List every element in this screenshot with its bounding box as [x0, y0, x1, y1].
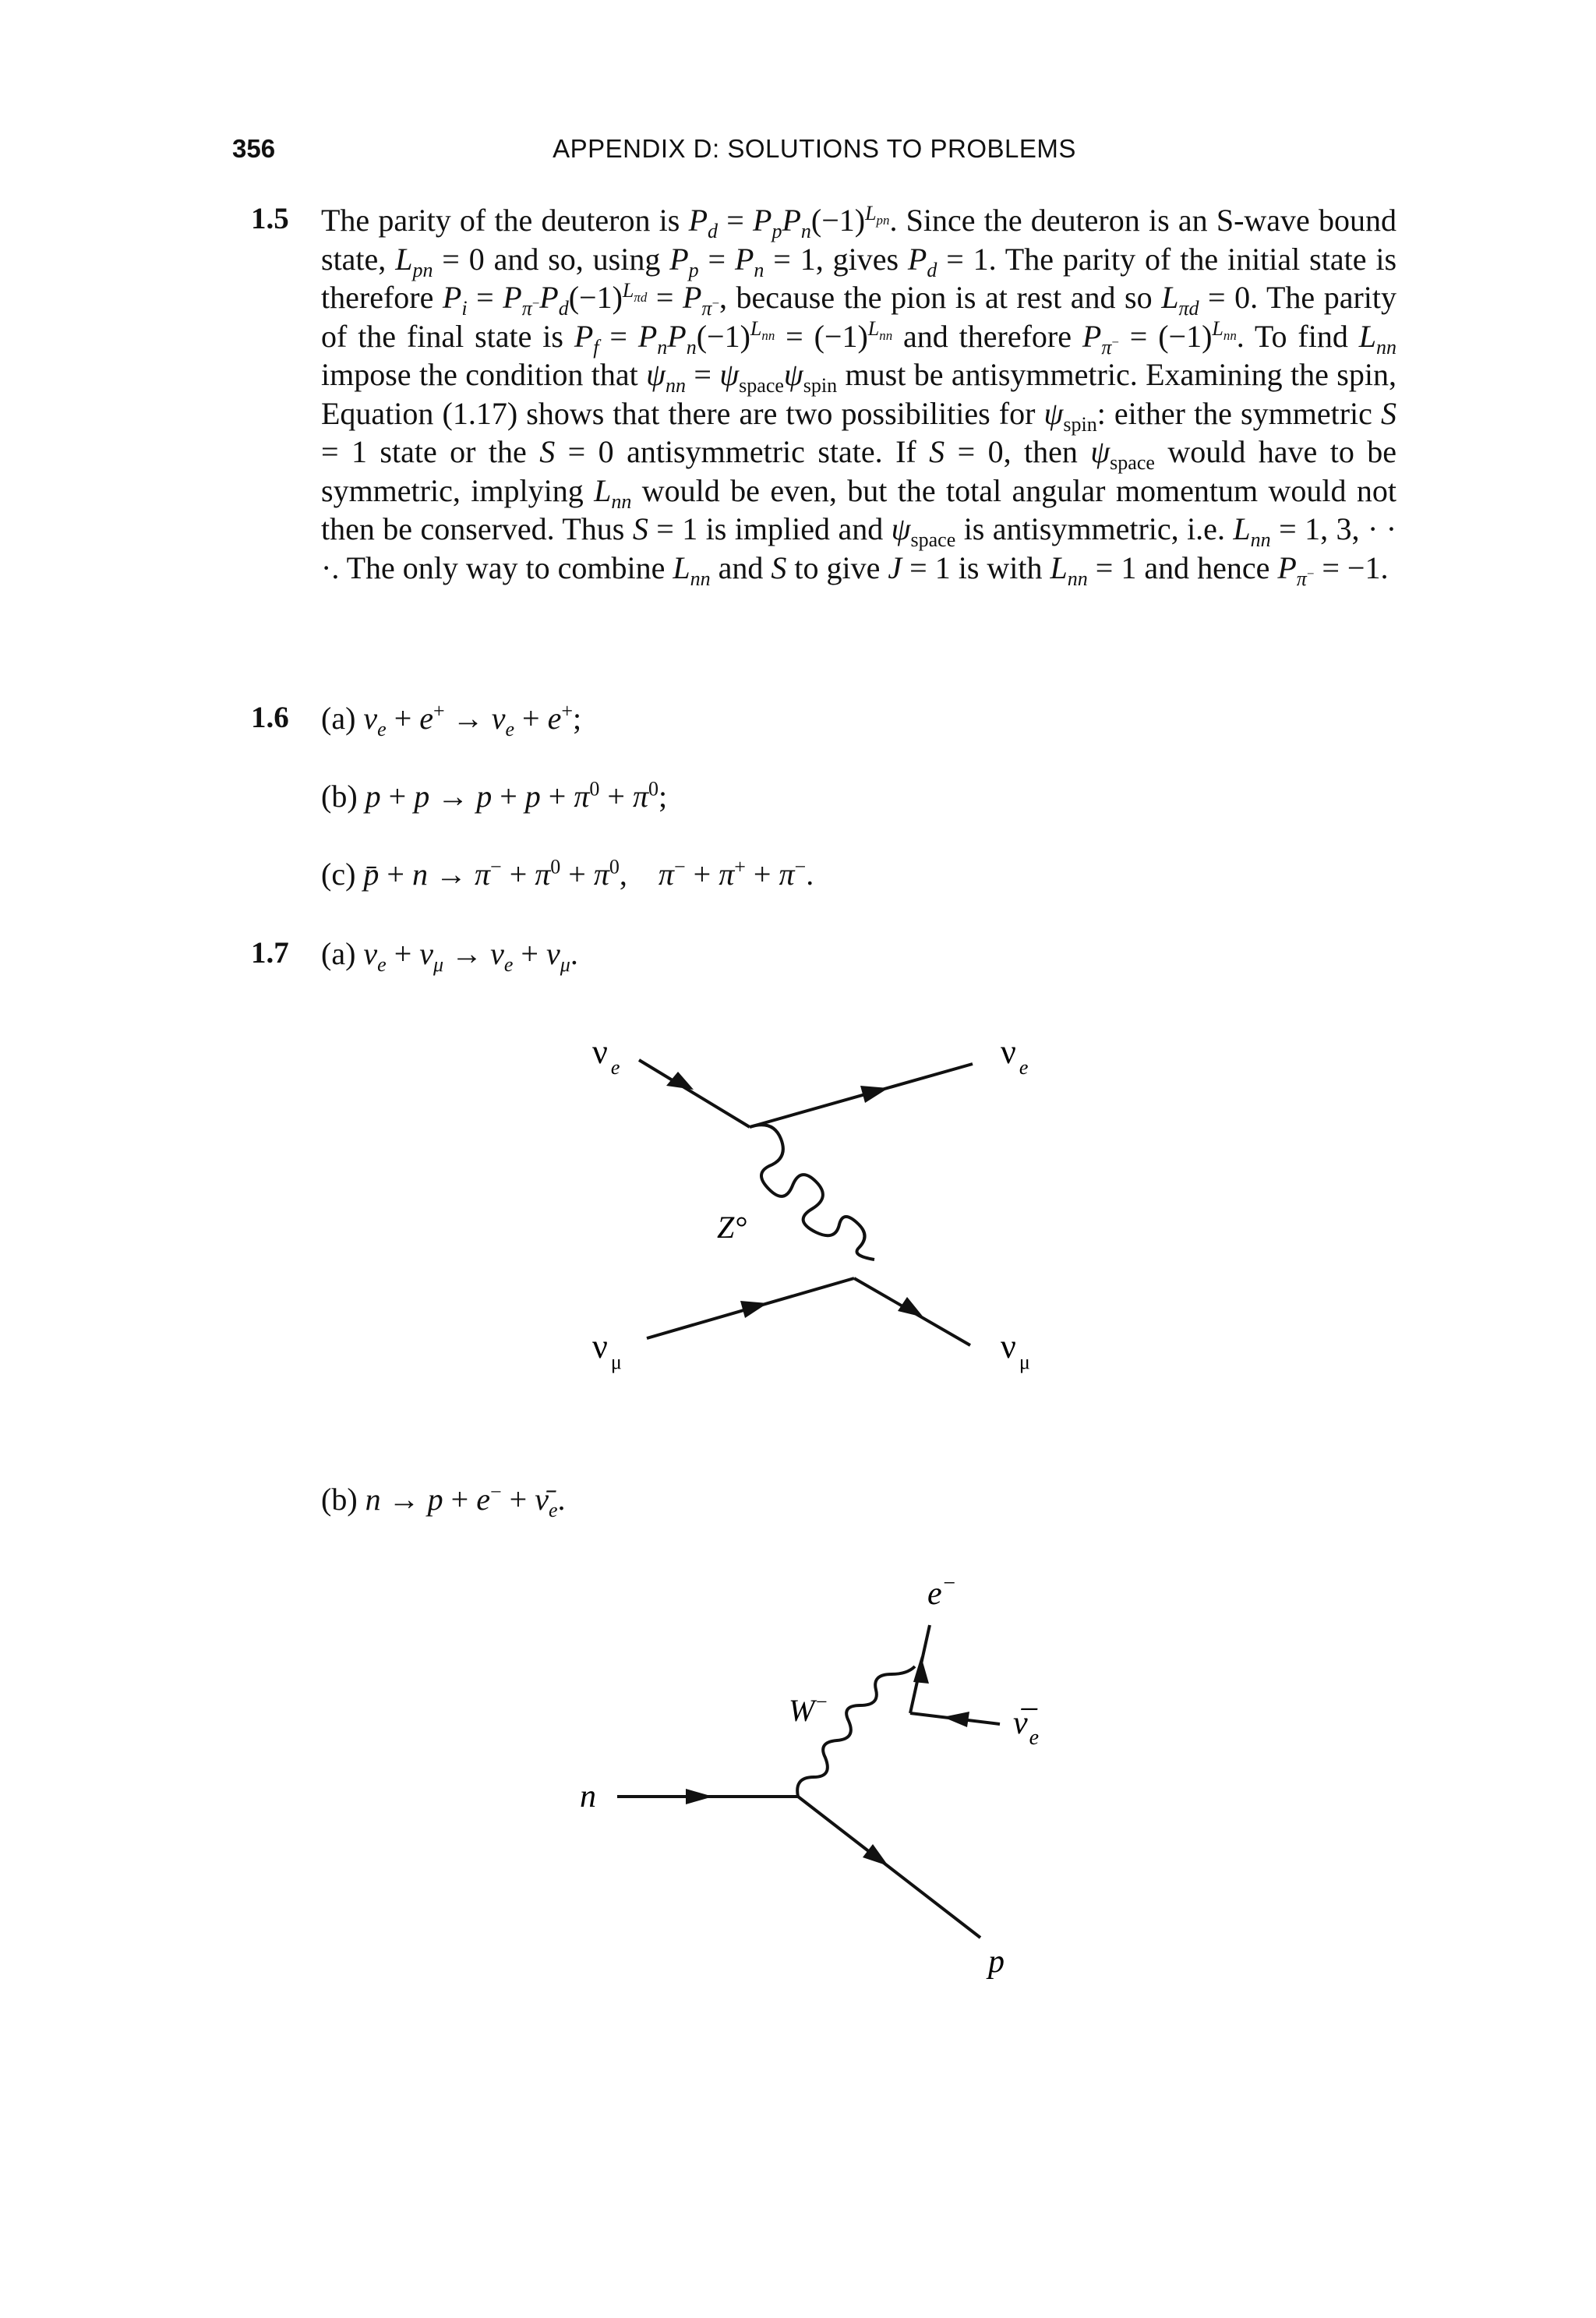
arrow-electron [913, 1656, 929, 1684]
fermion-line-proton [798, 1797, 980, 1938]
label-bottom-left: ν $_\mu$ [592, 1327, 622, 1373]
label-electron: e− [927, 1571, 957, 1612]
reaction-1-6-c: (c) p̄ + $n \to \pi^- + \pi^0 + \pi^0$, π− + π+ + π−. [321, 855, 814, 892]
reaction-1-7-b: (b) $n \to p + e^- + \nū_e$. [321, 1480, 566, 1521]
label-w-boson: W− [789, 1691, 828, 1728]
reaction-1-6-a: (a) $\nu_e + e^+ \to \nu_e + e^+$; [321, 699, 582, 740]
label-antineutrino: $\nu̅_e$ [1013, 1705, 1040, 1750]
arrow-antineutrino [943, 1712, 969, 1727]
arrow-neutron [686, 1789, 713, 1804]
label-z-boson: Z° [717, 1210, 747, 1245]
problem-number: 1.7 [251, 936, 289, 970]
problem-1-5-text: The parity of the deuteron is $P_d = P_pP_n(-1)^{L_{pn}}$. Since the deuteron is an S-wave bound state, $L_{pn} = 0$ and so, using $P_p = P_n = 1$, gives $P_d = 1$. The parity of the initial state is therefore $P_i = P_{\pi^-}P_d(-1)^{L_{\pi d}} = P_{\pi^-}$, because the pion is at rest and so $L_{\pi d} = 0$. The parity of the final state is $P_f = P_nP_n(-1)^{L_{nn}} = (-1)^{L_{nn}}$ and therefore $P_{\pi^-} = (-1)^{L_{nn}}$. To find $L_{nn}$ impose the condition that $\psi_{nn} = \psi_{space}\psi_{spin}$ must be antisymmetric. Examining the spin, Equation (1.17) shows that there are two possibilities for $\psi_{spin}$: either the symmetric S = 1 state or the S = 0 antisymmetric state. If S = 0, then $\psi_{space}$ would have to be symmetric, implying $L_{nn}$ would be even, but the total angular momentum would not then be conserved. Thus S = 1 is implied and $\psi_{space}$ is antisymmetric, i.e. $L_{nn} = 1$, 3, · · ·. The only way to combine $L_{nn}$ and S to give J = 1 is with $L_{nn} = 1$ and hence $P_{\pi^-} = -1$. [321, 201, 1397, 590]
label-top-left: ν $_e$ [592, 1033, 620, 1079]
page-number: 356 [232, 134, 276, 163]
w-boson-propagator [797, 1666, 915, 1797]
label-bottom-right: ν $_\mu$ [1001, 1327, 1030, 1373]
arrow-proton [863, 1844, 888, 1866]
label-proton: p [988, 1944, 1005, 1980]
reaction-1-6-b: (b) $p + p \to p + p + \pi^0 + \pi^0$; [321, 777, 668, 814]
label-neutron: n [580, 1779, 596, 1814]
problem-number: 1.5 [251, 202, 289, 235]
running-head: APPENDIX D: SOLUTIONS TO PROBLEMS [553, 134, 1076, 163]
reaction-1-7-a: (a) $\nu_e + \nu_\mu \to \nu_e + \nu_\mu$. [321, 936, 578, 976]
label-top-right: ν $_e$ [1001, 1033, 1029, 1079]
problem-number: 1.6 [251, 701, 289, 734]
